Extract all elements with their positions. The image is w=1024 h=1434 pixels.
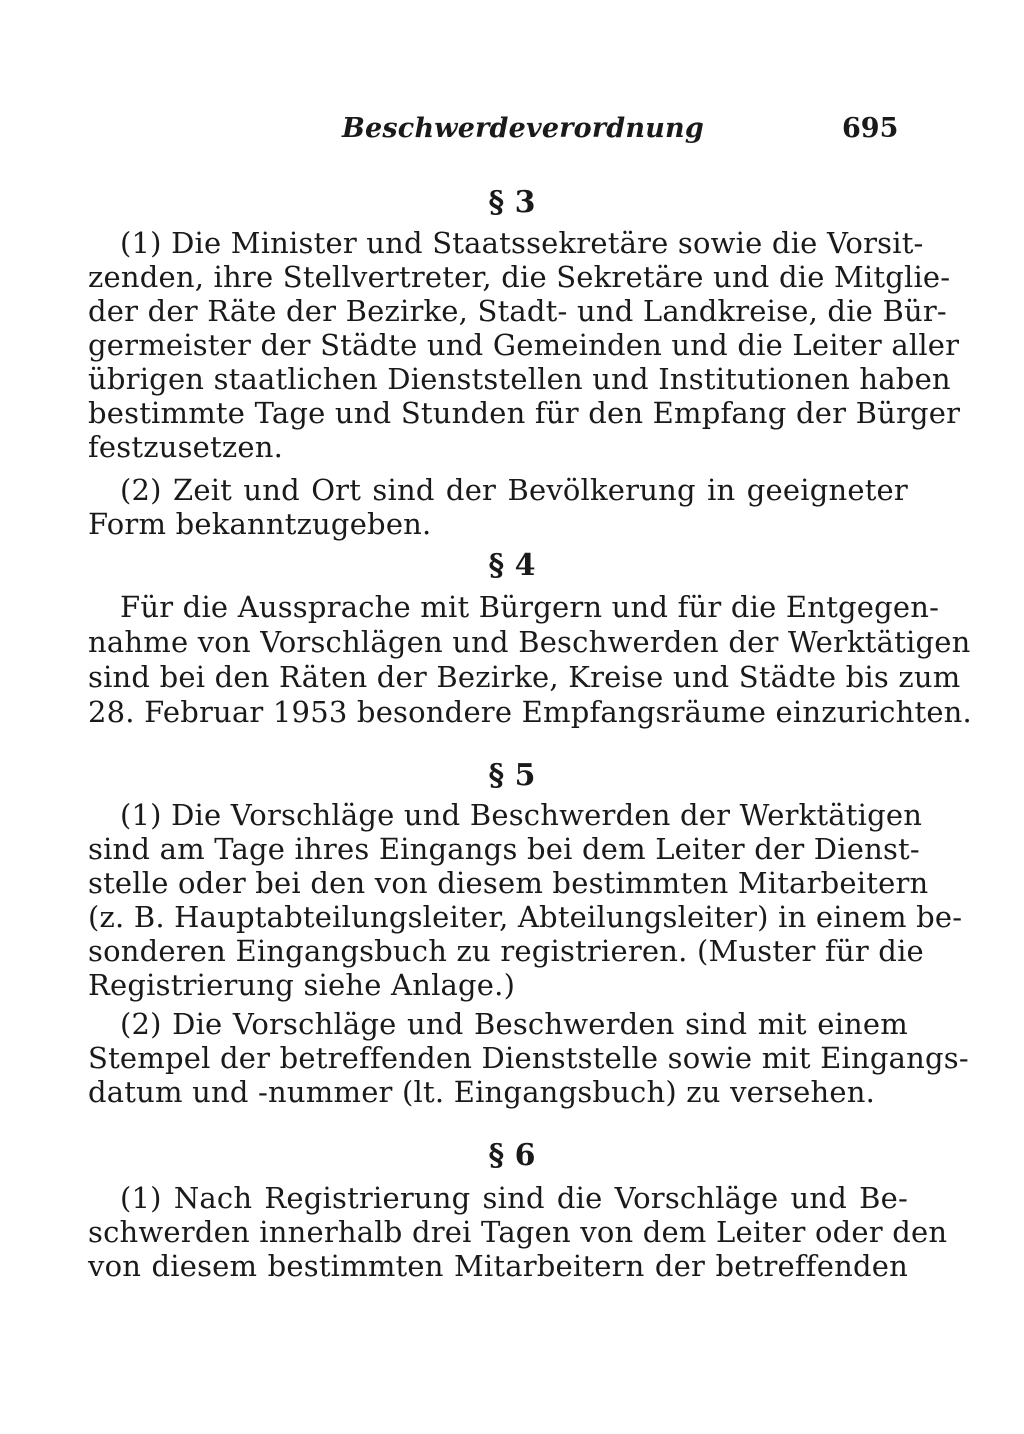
section-4-para-1-line-3: sind bei den Räten der Bezirke, Kreise und Städte bis zum [88, 660, 961, 694]
running-title: Beschwerdeverordnung [342, 113, 704, 144]
section-5-para-2-line-3: datum und -nummer (lt. Eingangsbuch) zu versehen. [88, 1075, 876, 1109]
section-4-para-1-line-1: Für die Aussprache mit Bürgern und für die Entgegen- [120, 590, 940, 624]
section-5-para-1-line-1: (1) Die Vorschläge und Beschwerden der Werktätigen [120, 798, 923, 832]
section-3-para-1-line-1: (1) Die Minister und Staatssekretäre sowie die Vorsit- [120, 226, 924, 260]
section-3-para-1-line-2: zenden, ihre Stellvertreter, die Sekretäre und die Mitglie- [88, 260, 951, 294]
section-5-para-1-line-6: Registrierung siehe Anlage.) [88, 968, 516, 1002]
section-5-para-1-line-3: stelle oder bei den von diesem bestimmten Mitarbeitern [88, 866, 929, 900]
section-heading-6: § 6 [488, 1138, 536, 1173]
section-5-para-1-line-2: sind am Tage ihres Eingangs bei dem Leiter der Dienst- [88, 832, 920, 866]
section-6-para-1-line-3: von diesem bestimmten Mitarbeitern der betreffenden [88, 1249, 908, 1283]
section-heading-4: § 4 [488, 548, 536, 583]
section-5-para-2-line-2: Stempel der betreffenden Dienststelle sowie mit Eingangs- [88, 1041, 969, 1075]
section-5-para-1-line-4: (z. B. Hauptabteilungsleiter, Abteilungsleiter) in einem be- [88, 900, 963, 934]
section-heading-3: § 3 [488, 185, 536, 220]
section-3-para-2-line-2: Form bekanntzugeben. [88, 507, 432, 541]
section-3-para-1-line-3: der der Räte der Bezirke, Stadt- und Landkreise, die Bür- [88, 294, 947, 328]
section-3-para-1-line-7: festzusetzen. [88, 430, 284, 464]
section-3-para-1-line-6: bestimmte Tage und Stunden für den Empfang der Bürger [88, 396, 961, 430]
section-4-para-1-line-2: nahme von Vorschlägen und Beschwerden der Werktätigen [88, 625, 971, 659]
section-5-para-1-line-5: sonderen Eingangsbuch zu registrieren. (Muster für die [88, 934, 924, 968]
section-3-para-2-line-1: (2) Zeit und Ort sind der Bevölkerung in geeigneter [120, 473, 908, 507]
section-heading-5: § 5 [488, 758, 536, 793]
section-6-para-1-line-1: (1) Nach Registrierung sind die Vorschläge und Be- [120, 1181, 908, 1215]
section-3-para-1-line-5: übrigen staatlichen Dienststellen und Institutionen haben [88, 362, 951, 396]
section-5-para-2-line-1: (2) Die Vorschläge und Beschwerden sind mit einem [120, 1007, 908, 1041]
page-number: 695 [842, 113, 899, 144]
section-3-para-1-line-4: germeister der Städte und Gemeinden und die Leiter aller [88, 328, 960, 362]
section-6-para-1-line-2: schwerden innerhalb drei Tagen von dem Leiter oder den [88, 1215, 948, 1249]
section-4-para-1-line-4: 28. Februar 1953 besondere Empfangsräume einzurichten. [88, 695, 972, 729]
